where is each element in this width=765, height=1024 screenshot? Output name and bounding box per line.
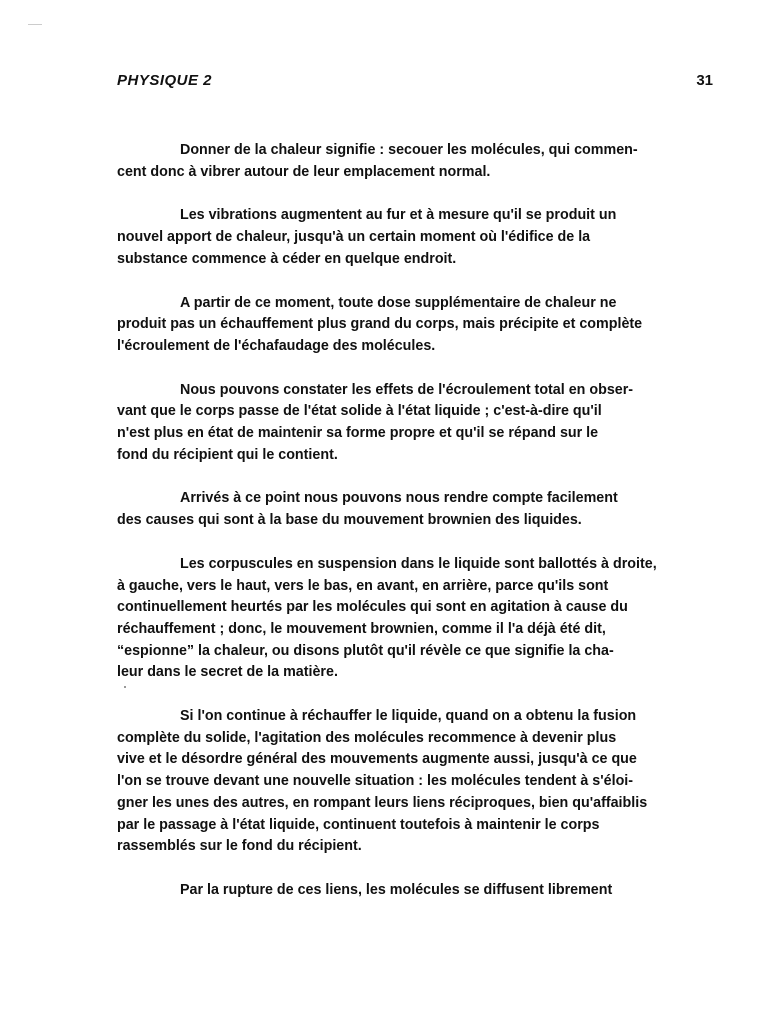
body-text	[117, 140, 713, 924]
text-line: à gauche, vers le haut, vers le bas, en avant, en arrière, parce qu'ils sont	[117, 577, 609, 594]
paragraph	[117, 880, 713, 902]
page-header	[117, 72, 713, 94]
text-line: continuellement heurtés par les molécules qui sont en agitation à cause du	[117, 599, 628, 616]
page-number: 31	[696, 72, 713, 89]
text-line: vive et le désordre général des mouvements augmente aussi, jusqu'à ce que	[117, 751, 637, 768]
text-line: des causes qui sont à la base du mouvement brownien des liquides.	[117, 512, 582, 529]
text-line: par le passage à l'état liquide, continuent toutefois à maintenir le corps	[117, 816, 600, 833]
paragraph	[117, 554, 713, 684]
text-line: A partir de ce moment, toute dose supplémentaire de chaleur ne	[180, 294, 617, 311]
text-line: fond du récipient qui le contient.	[117, 446, 338, 463]
paragraph	[117, 706, 713, 858]
paragraph	[117, 140, 713, 183]
text-line: leur dans le secret de la matière.	[117, 664, 338, 681]
text-line: rassemblés sur le fond du récipient.	[117, 838, 362, 855]
paragraph	[117, 488, 713, 531]
text-line: substance commence à céder en quelque endroit.	[117, 250, 457, 267]
scan-speck	[28, 24, 42, 25]
paragraph	[117, 380, 713, 467]
paragraph	[117, 205, 713, 270]
text-line: produit pas un échauffement plus grand du corps, mais précipite et complète	[117, 316, 643, 333]
text-line: complète du solide, l'agitation des molécules recommence à devenir plus	[117, 729, 617, 746]
text-line: Nous pouvons constater les effets de l'écroulement total en obser-	[180, 381, 634, 398]
text-line: Les vibrations augmentent au fur et à mesure qu'il se produit un	[180, 207, 617, 224]
text-line: Si l'on continue à réchauffer le liquide, quand on a obtenu la fusion	[180, 708, 637, 725]
text-line: n'est plus en état de maintenir sa forme propre et qu'il se répand sur le	[117, 425, 599, 442]
text-line: l'écroulement de l'échafaudage des molécules.	[117, 337, 436, 354]
text-line: nouvel apport de chaleur, jusqu'à un certain moment où l'édifice de la	[117, 229, 591, 246]
text-line: Les corpuscules en suspension dans le liquide sont ballottés à droite,	[180, 555, 657, 572]
running-head: PHYSIQUE 2	[117, 72, 213, 89]
text-line: “espionne” la chaleur, ou disons plutôt qu'il révèle ce que signifie la cha-	[117, 642, 614, 659]
text-line: gner les unes des autres, en rompant leurs liens réciproques, bien qu'affaiblis	[117, 794, 648, 811]
text-line: cent donc à vibrer autour de leur emplacement normal.	[117, 163, 491, 180]
text-line: Par la rupture de ces liens, les molécules se diffusent librement	[180, 881, 613, 898]
text-line: vant que le corps passe de l'état solide à l'état liquide ; c'est-à-dire qu'il	[117, 403, 602, 420]
text-line: réchauffement ; donc, le mouvement brownien, comme il l'a déjà été dit,	[117, 620, 606, 637]
paragraph	[117, 293, 713, 358]
text-line: l'on se trouve devant une nouvelle situation : les molécules tendent à s'éloi-	[117, 773, 634, 790]
text-line: Donner de la chaleur signifie : secouer les molécules, qui commen-	[180, 142, 638, 158]
text-line: Arrivés à ce point nous pouvons nous rendre compte facilement	[180, 490, 618, 507]
